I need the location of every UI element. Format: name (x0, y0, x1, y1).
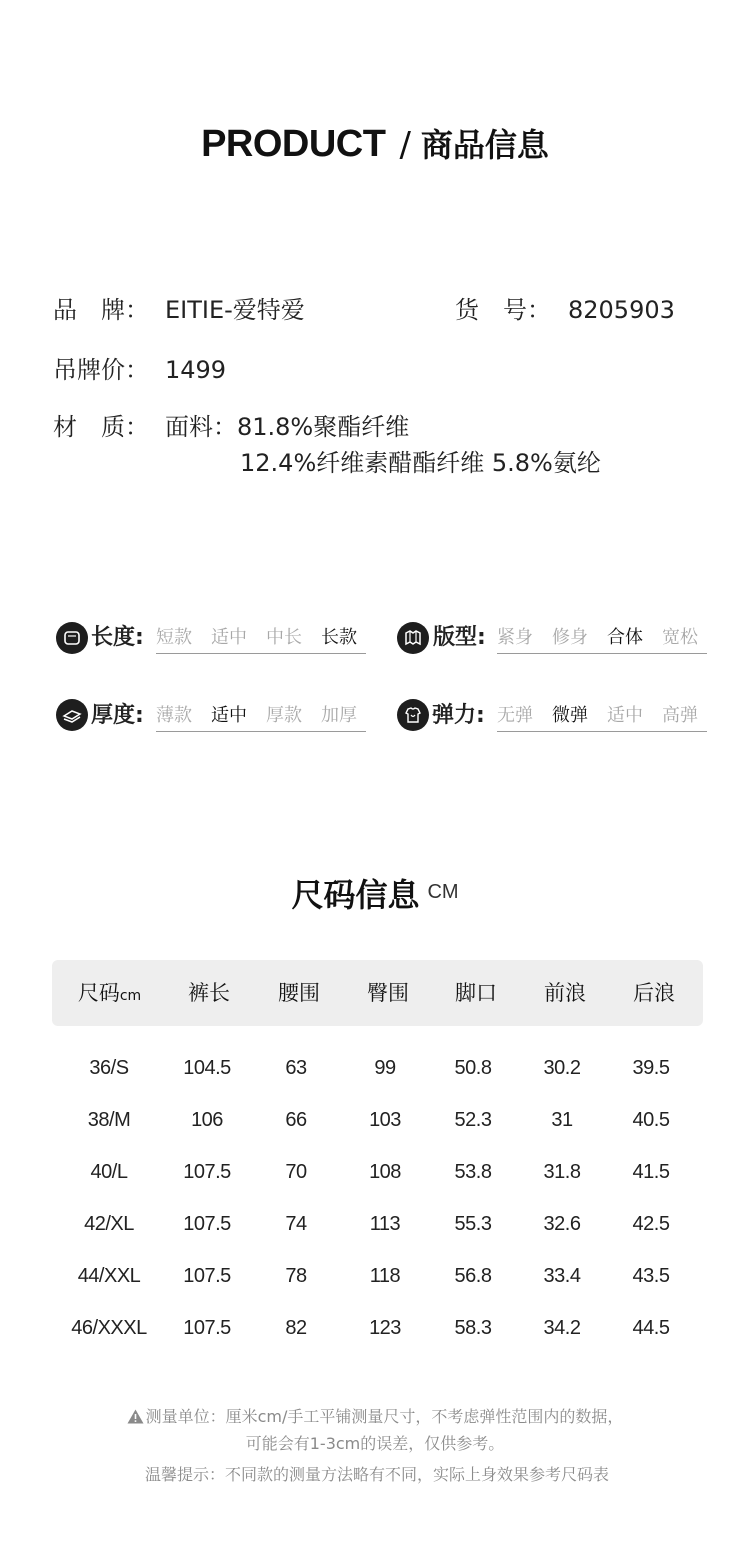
length-option-long: 长款 (321, 627, 357, 648)
fit-option-regular: 合体 (607, 627, 643, 648)
cell-back-rise: 42.5 (632, 1213, 670, 1235)
fit-label: 版型: (433, 625, 486, 650)
title-slash: / (399, 125, 411, 165)
cell-hip: 123 (369, 1317, 401, 1339)
fit-icon (397, 622, 429, 654)
header-waist: 腰围 (278, 981, 320, 1005)
cell-hip: 108 (369, 1161, 401, 1183)
cell-length: 107.5 (183, 1161, 231, 1183)
title-english: PRODUCT (201, 123, 386, 165)
price-label: 吊牌价： (53, 356, 149, 384)
length-option-medium: 适中 (211, 627, 247, 648)
header-size-text: 尺码 (77, 981, 120, 1005)
thickness-options (156, 704, 366, 732)
cell-size: 44/XXL (77, 1265, 141, 1287)
cell-hip: 113 (369, 1213, 401, 1235)
length-label: 长度: (91, 625, 144, 650)
elasticity-options (497, 704, 707, 732)
brand-row (53, 295, 305, 325)
header-length: 裤长 (188, 981, 230, 1005)
cell-waist: 78 (285, 1265, 307, 1287)
cell-length: 104.5 (183, 1057, 231, 1079)
cell-back-rise: 44.5 (632, 1317, 670, 1339)
elasticity-option-slight: 微弹 (552, 705, 588, 726)
title-chinese: 商品信息 (420, 126, 549, 164)
elasticity-option-high: 高弹 (662, 705, 698, 726)
brand-value: EITIE-爱特爱 (165, 296, 305, 324)
length-option-mid-long: 中长 (266, 627, 302, 648)
note-line-2: 可能会有1-3cm的误差，仅供参考。 (245, 1434, 505, 1453)
cell-length: 107.5 (183, 1317, 231, 1339)
cell-back-rise: 40.5 (632, 1109, 670, 1131)
cell-size: 40/L (90, 1161, 128, 1183)
brand-label: 品 牌： (53, 296, 149, 324)
material-row (53, 412, 409, 442)
fit-option-loose: 宽松 (662, 627, 698, 648)
thickness-option-thick: 厚款 (266, 705, 302, 726)
fit-option-tight: 紧身 (497, 627, 533, 648)
cell-waist: 74 (285, 1213, 307, 1235)
warning-icon (127, 1409, 144, 1428)
thickness-option-medium: 适中 (211, 705, 247, 726)
cell-front-rise: 33.4 (543, 1265, 581, 1287)
cell-length: 106 (191, 1109, 223, 1131)
fit-option-slim: 修身 (552, 627, 588, 648)
cell-size: 46/XXXL (71, 1317, 147, 1339)
note-line-1 (0, 1404, 750, 1428)
size-table-header (52, 960, 703, 1026)
cell-back-rise: 41.5 (632, 1161, 670, 1183)
price-value: 1499 (165, 356, 227, 384)
cell-length: 107.5 (183, 1265, 231, 1287)
size-section-title (0, 870, 750, 916)
elasticity-label: 弹力: (432, 703, 485, 728)
cell-back-rise: 39.5 (632, 1057, 670, 1079)
header-size-unit: cm (119, 988, 142, 1004)
elasticity-option-medium: 适中 (607, 705, 643, 726)
cell-front-rise: 32.6 (543, 1213, 581, 1235)
cell-hip: 99 (374, 1057, 396, 1079)
header-front-rise: 前浪 (544, 981, 586, 1005)
thickness-option-thin: 薄款 (156, 705, 192, 726)
price-row (53, 355, 226, 385)
note-line-1-text: 测量单位：厘米cm/手工平铺测量尺寸，不考虑弹性范围内的数据， (145, 1407, 624, 1426)
sku-value: 8205903 (568, 296, 675, 324)
cell-waist: 63 (285, 1057, 307, 1079)
cell-size: 38/M (87, 1109, 131, 1131)
header-hip: 臀围 (367, 981, 409, 1005)
thickness-label: 厚度: (91, 703, 144, 728)
elasticity-option-none: 无弹 (497, 705, 533, 726)
cell-back-rise: 43.5 (632, 1265, 670, 1287)
length-option-short: 短款 (156, 627, 192, 648)
cell-hem: 58.3 (454, 1317, 492, 1339)
header-back-rise: 后浪 (633, 981, 675, 1005)
material-line-2: 12.4%纤维素醋酯纤维 5.8%氨纶 (240, 449, 601, 477)
cell-waist: 82 (285, 1317, 307, 1339)
cell-size: 42/XL (84, 1213, 134, 1235)
cell-front-rise: 34.2 (543, 1317, 581, 1339)
header-size (52, 960, 167, 1026)
cell-hem: 52.3 (454, 1109, 492, 1131)
cell-waist: 70 (285, 1161, 307, 1183)
cell-length: 107.5 (183, 1213, 231, 1235)
cell-front-rise: 31.8 (543, 1161, 581, 1183)
thickness-option-extra-thick: 加厚 (321, 705, 357, 726)
size-title-unit: CM (427, 881, 459, 903)
cell-hem: 53.8 (454, 1161, 492, 1183)
elasticity-icon (397, 699, 429, 731)
size-title-text: 尺码信息 (291, 876, 420, 914)
cell-hip: 103 (369, 1109, 401, 1131)
length-icon (56, 622, 88, 654)
header-hem: 脚口 (455, 981, 497, 1005)
fit-options (497, 626, 707, 654)
sku-label: 货 号： (455, 296, 551, 324)
material-line-1: 面料：81.8%聚酯纤维 (165, 413, 410, 441)
cell-front-rise: 31 (551, 1109, 573, 1131)
cell-hip: 118 (369, 1265, 401, 1287)
note-line-3: 温馨提示：不同款的测量方法略有不同，实际上身效果参考尺码表 (144, 1465, 609, 1484)
cell-size: 36/S (89, 1057, 129, 1079)
cell-waist: 66 (285, 1109, 307, 1131)
thickness-icon (56, 699, 88, 731)
material-label: 材 质： (53, 413, 149, 441)
page-title (0, 120, 750, 166)
length-options (156, 626, 366, 654)
sku-row (455, 295, 675, 325)
cell-hem: 50.8 (454, 1057, 492, 1079)
cell-hem: 55.3 (454, 1213, 492, 1235)
cell-hem: 56.8 (454, 1265, 492, 1287)
cell-front-rise: 30.2 (543, 1057, 581, 1079)
